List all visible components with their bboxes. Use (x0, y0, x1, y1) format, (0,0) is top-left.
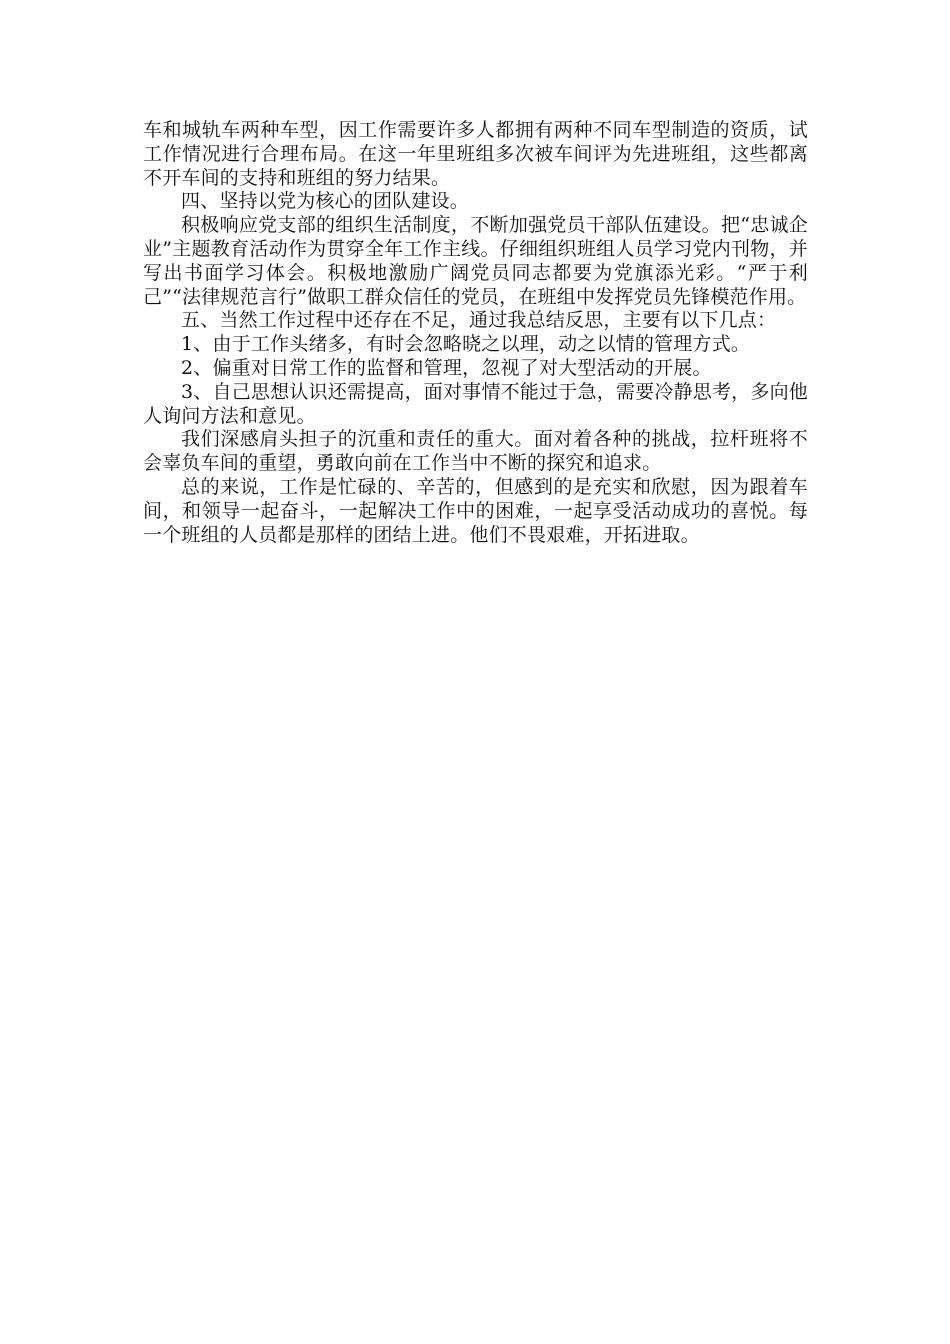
paragraph-summary: 总的来说，工作是忙碌的、辛苦的，但感到的是充实和欣慰，因为跟着车间，和领导一起奋斗，一起解决工作中的困难，一起享受活动成功的喜悦。每一个班组的人员都是那样的团结上进。他们不畏艰难，开拓进取。 (143, 475, 808, 546)
section-heading-five: 五、当然工作过程中还存在不足，通过我总结反思，主要有以下几点： (181, 309, 777, 332)
list-item-1: 1、由于工作头绪多，有时会忽略晓之以理，动之以情的管理方式。 (181, 333, 751, 356)
paragraph-responsibility: 我们深感肩头担子的沉重和责任的重大。面对着各种的挑战，拉杆班将不会辜负车间的重望，勇敢向前在工作当中不断的探究和追求。 (143, 428, 808, 475)
paragraph-continuation: 车和城轨车两种车型，因工作需要许多人都拥有两种不同车型制造的资质，试工作情况进行合理布局。在这一年里班组多次被车间评为先进班组，这些都离不开车间的支持和班组的努力结果。 (143, 119, 808, 189)
list-item-2: 2、偏重对日常工作的监督和管理，忽视了对大型活动的开展。 (181, 356, 712, 379)
paragraph-party-building: 积极响应党支部的组织生活制度，不断加强党员干部队伍建设。把“忠诚企业”主题教育活动作为贯穿全年工作主线。仔细组织班组人员学习党内刊物，并写出书面学习体会。积极地激励广阔党员同志都要为党旗添光彩。“严于利己”“法律规范言行”做职工群众信任的党员，在班组中发挥党员先锋模范作用。 (143, 214, 808, 308)
list-item-3: 3、自己思想认识还需提高，面对事情不能过于急，需要冷静思考，多向他人询问方法和意见。 (143, 380, 808, 427)
document-body (143, 119, 808, 547)
section-heading-four: 四、坚持以党为核心的团队建设。 (181, 190, 470, 213)
